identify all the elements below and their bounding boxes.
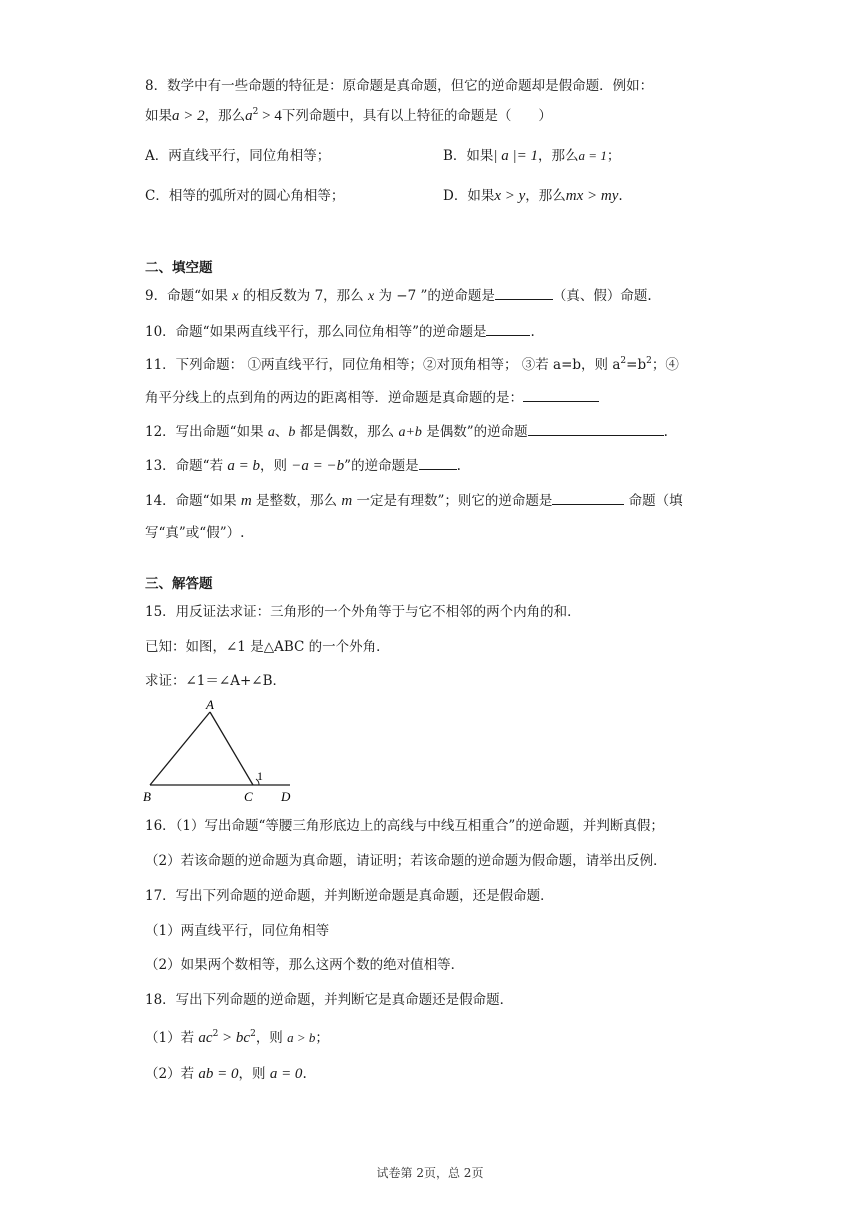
q8-text: D．如果 [443,188,495,204]
q8-sup: 2 [252,107,259,117]
q8-math: a = 1 [578,148,607,163]
q10-text: 10．命题“如果两直线平行，那么同位角相等”的逆命题是 [145,324,487,340]
q18-sup: 2 [250,1029,256,1039]
q11-line2 [145,387,599,408]
q8-option-d [443,186,623,206]
q9-math: x [367,289,375,304]
q14-text: 一定是有理数”；则它的逆命题是 [352,493,553,509]
q13-answer-blank[interactable] [419,455,457,470]
q18-math: > bc [218,1030,251,1046]
q8-text: ； [606,148,621,164]
q13-text: ”的逆命题是 [344,458,419,474]
q13-math: −a = −b [291,458,345,474]
q11-line1 [145,355,679,375]
label-b: B [143,789,151,804]
q13 [145,455,461,476]
q14-text: 命题（填 [624,493,683,509]
q10-answer-blank[interactable] [486,321,530,336]
q8-math: | a |= 1 [493,148,539,164]
q12 [145,421,668,443]
q15-line3: 求证：∠1＝∠A+∠B． [145,673,287,689]
q9-text: 的相反数为 7，那么 [238,288,368,304]
q8-option-c: C．相等的弧所对的圆心角相等； [145,188,345,204]
q10-text: . [530,324,535,340]
q16-line2: （2）若该命题的逆命题为真命题，请证明；若该命题的逆命题为假命题，请举出反例． [145,853,667,869]
q18-part2 [145,1064,307,1084]
q9-text: （真、假）命题. [552,288,652,304]
q14-answer-blank[interactable] [552,490,624,505]
q9-text: 9．命题“如果 [145,288,233,304]
q18-sup: 2 [212,1029,219,1039]
q18-line1: 18．写出下列命题的逆命题，并判断它是真命题还是假命题． [145,992,514,1008]
page-footer: 试卷第 2页，总 2页 [376,1166,484,1180]
q13-text: ，则 [260,458,292,474]
q12-text: 12．写出命题“如果 [145,424,268,440]
q15-line1: 15．用反证法求证：三角形的一个外角等于与它不相邻的两个内角的和． [145,604,581,620]
label-a: A [206,697,214,712]
q12-text: . [663,424,668,440]
q18-math: ac [198,1030,213,1046]
q8-math: a [245,108,253,124]
section-heading-solve: 三、解答题 [145,576,213,592]
q8-line2 [145,106,552,126]
q11-text: 11．下列命题： ①两直线平行，同位角相等；②对顶角相等； ③若 a=b，则 a [145,357,621,373]
q8-text: ，那么 [204,108,246,124]
q18-text: ，则 [238,1066,270,1082]
q9-text: 为 −7 ”的逆命题是 [374,288,495,304]
q9-math: x [232,289,239,304]
q17-line2: （1）两直线平行，同位角相等 [145,923,330,939]
q8-text: . [618,188,623,204]
triangle-figure [140,695,305,807]
q12-math: b [288,425,296,440]
q11-text: ；④ [651,357,679,373]
q13-text: 13．命题“若 [145,458,228,474]
q17-line3: （2）如果两个数相等，那么这两个数的绝对值相等． [145,957,465,973]
q10 [145,321,535,342]
q18-part1 [145,1028,329,1048]
q8-option-b [443,146,620,166]
q8-line1: 8．数学中有一些命题的特征是：原命题是真命题，但它的逆命题却是假命题．例如： [145,78,654,94]
q11-answer-blank[interactable] [523,387,599,402]
q17-line1: 17．写出下列命题的逆命题，并判断逆命题是真命题，还是假命题． [145,888,554,904]
q14-text: 是整数，那么 [251,493,342,509]
side-ab [150,712,210,785]
q18-math: a = 0 [269,1066,303,1082]
q18-text: . [302,1066,307,1082]
q8-text: 如果 [145,108,172,124]
q8-math: a > 2 [172,108,205,124]
q12-text: 都是偶数，那么 [295,424,399,440]
q8-text: ，那么 [525,188,566,204]
q18-text: ； [315,1030,329,1046]
q11-sup: 2 [646,356,652,366]
q14-text: 14．命题“如果 [145,493,241,509]
label-angle-1: 1 [257,769,263,783]
q8-math: x > y [494,188,526,204]
q13-math: a = b [227,458,260,474]
q8-text: B．如果 [443,148,494,164]
q14-line2: 写“真”或“假”）. [145,525,245,541]
q14-line1 [145,490,683,511]
q11-text: 角平分线上的点到角的两边的距离相等．逆命题是真命题的是： [145,390,523,406]
q18-math: a > b [287,1030,316,1045]
q12-answer-blank[interactable] [528,421,664,436]
q12-math: a+b [398,425,422,440]
q9 [145,285,652,307]
q13-text: . [456,458,461,474]
q12-text: 是偶数”的逆命题 [421,424,528,440]
q8-math: mx > my [565,188,619,204]
q8-text: 下列命题中，具有以上特征的命题是（ ） [281,108,552,124]
q11-sup: 2 [620,356,627,366]
q8-text: ，那么 [538,148,579,164]
q9-answer-blank[interactable] [495,285,553,300]
label-c: C [244,789,253,804]
q18-text: ，则 [255,1030,288,1046]
q16-line1: 16．（1）写出命题“等腰三角形底边上的高线与中线互相重合”的逆命题，并判断真假； [145,818,664,834]
label-d: D [281,789,291,804]
q8-math: > 4 [258,108,282,124]
q12-math: a [267,425,275,440]
q15-line2: 已知：如图，∠1 是△ABC 的一个外角． [145,639,390,655]
q18-text: （1）若 [145,1030,199,1046]
q18-math: ab = 0 [198,1066,239,1082]
q12-text: 、 [274,424,289,440]
q11-text: =b [626,357,647,373]
q14-math: m [240,493,252,509]
q14-math: m [341,493,353,509]
q18-text: （2）若 [145,1066,199,1082]
section-heading-fill-in: 二、填空题 [145,260,213,276]
side-ac [210,712,253,785]
q8-option-a: A．两直线平行，同位角相等； [145,148,331,164]
